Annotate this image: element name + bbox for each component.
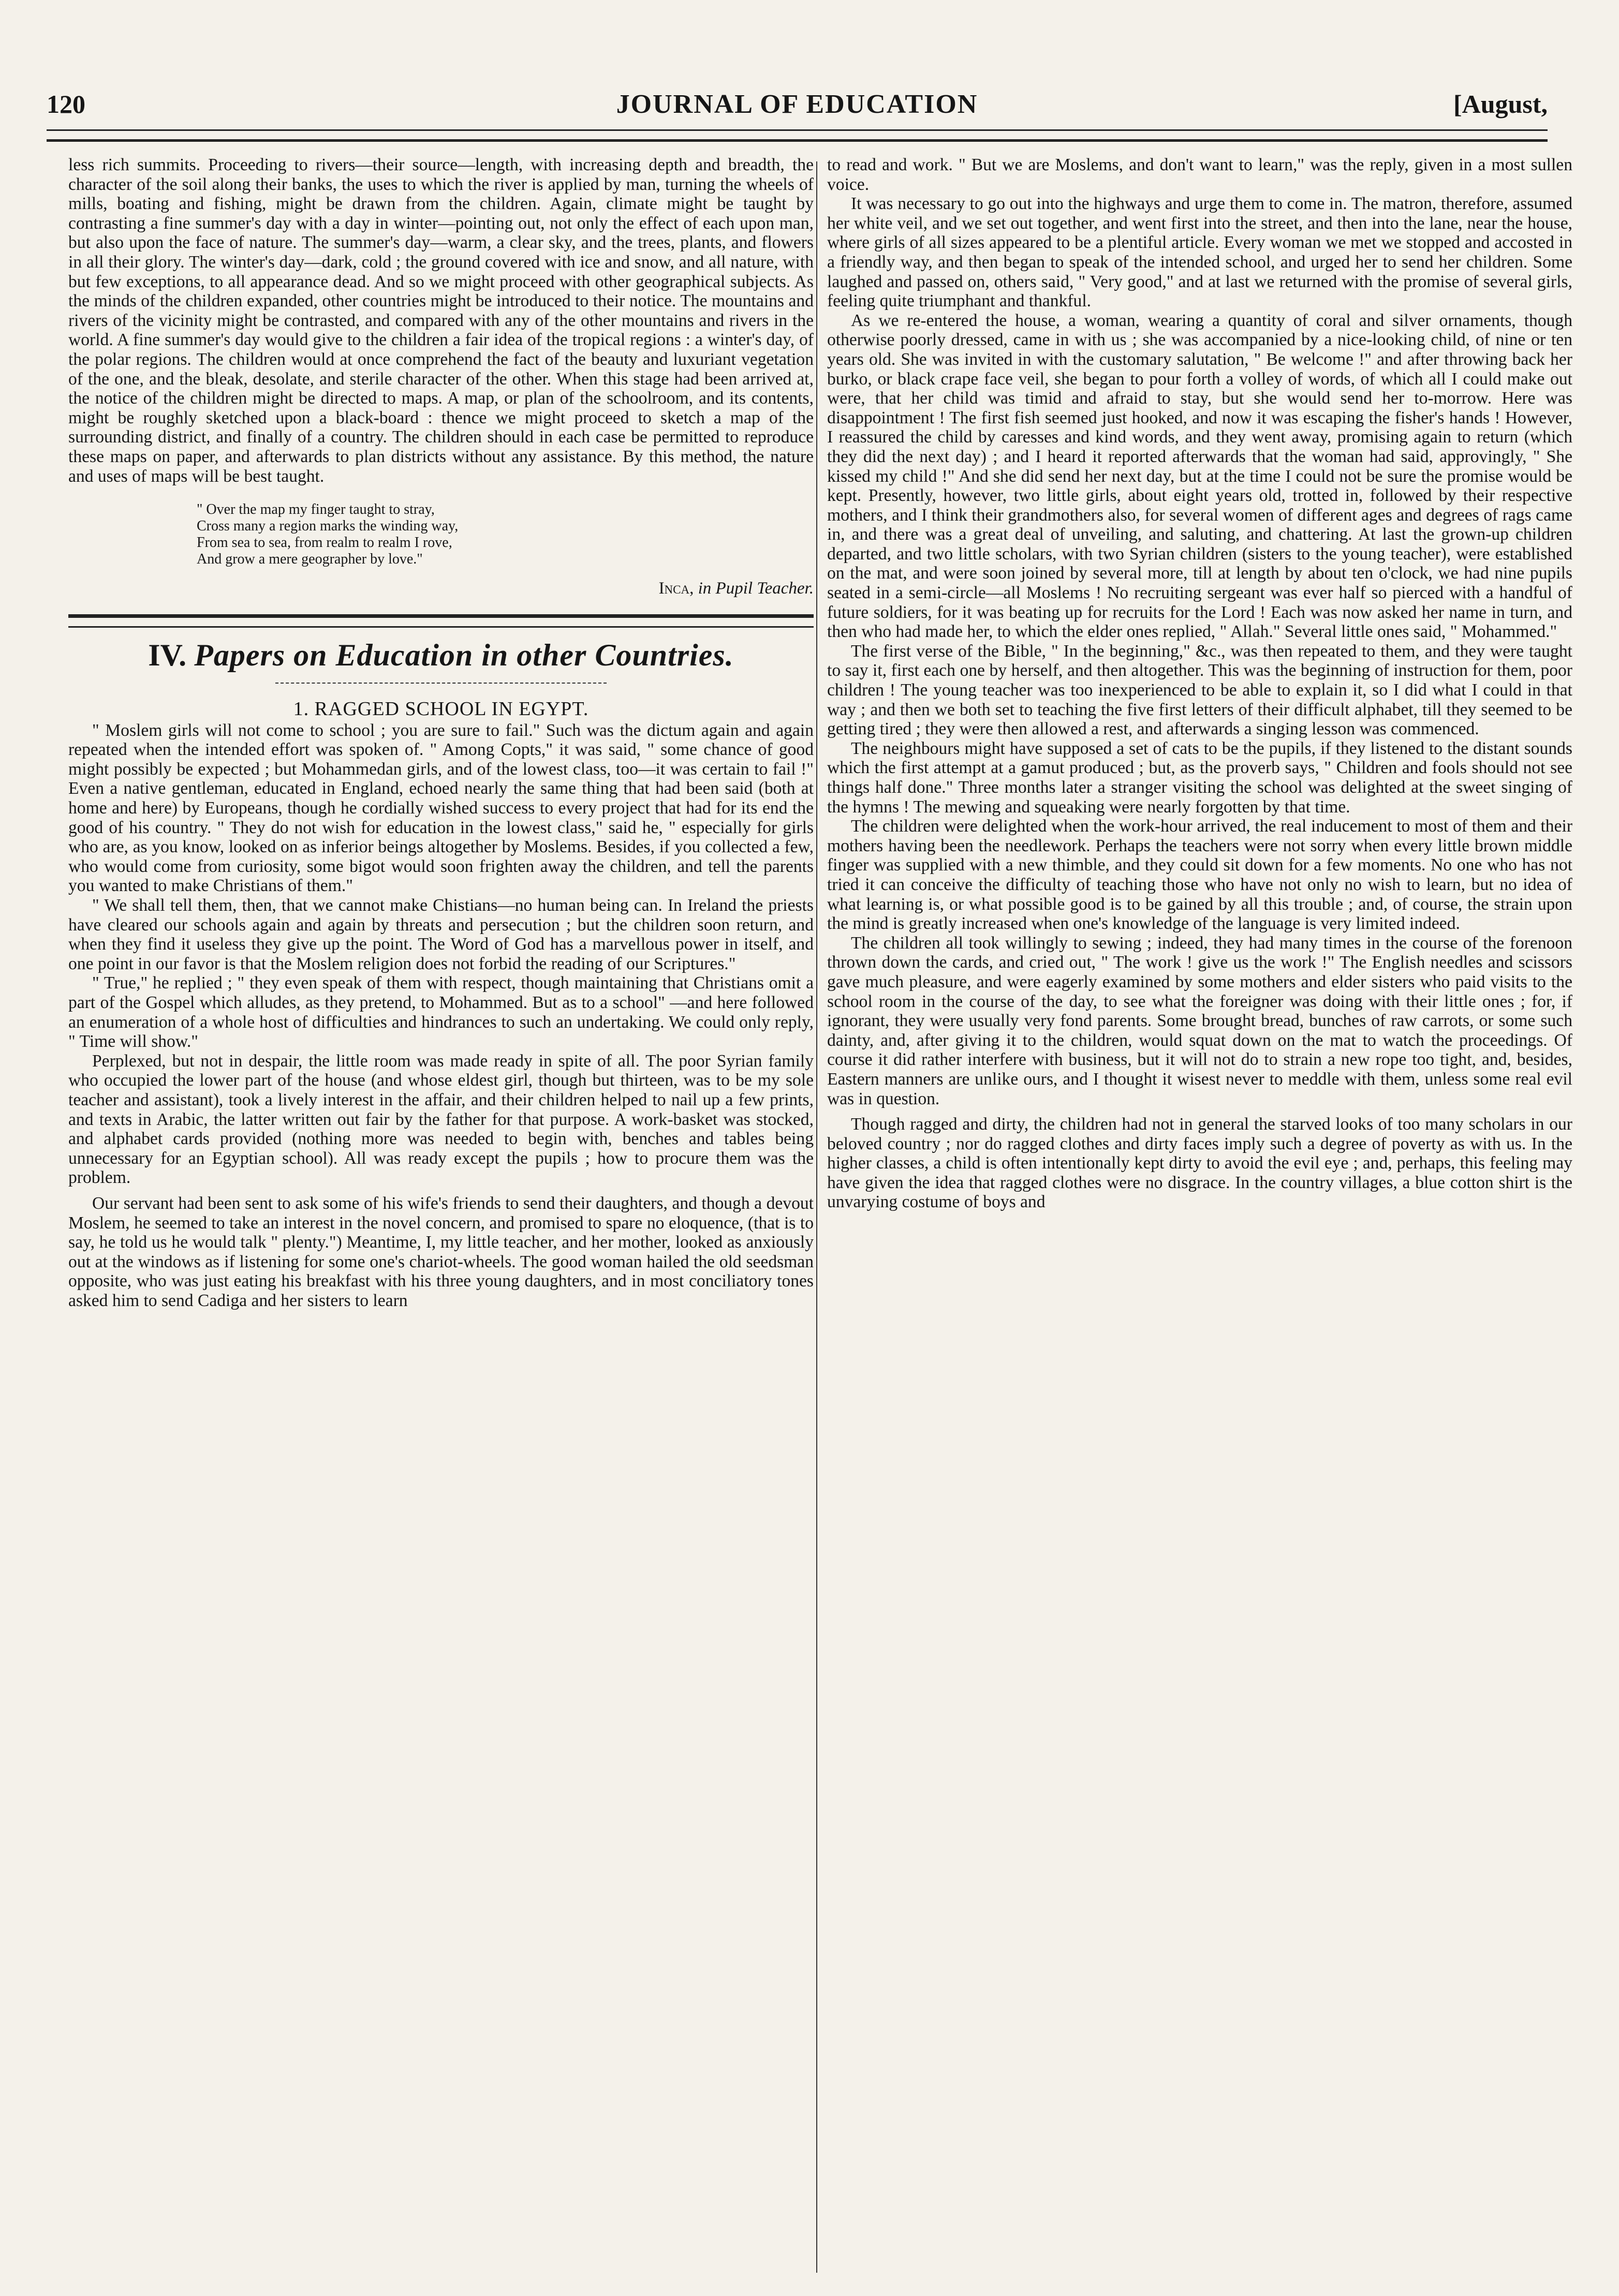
poem-quotation: [197, 501, 814, 568]
section-title: Papers on Education in other Countries.: [194, 638, 734, 672]
body-paragraph: Though ragged and dirty, the children had not in general the starved looks of too many scholars in our beloved country ; nor do ragged clothes and dirty faces imply such a degree of poverty as with us. In the higher classes, a child is often intentionally kept dirty to avoid the evil eye ; and, perhaps, this feeling may have given the idea that ragged clothes were no disgrace. In the country villages, a blue cotton shirt is the unvarying costume of boys and: [827, 1115, 1572, 1212]
issue-month: [August,: [1453, 90, 1548, 118]
body-paragraph: Perplexed, but not in despair, the little room was made ready in spite of all. The poor Syrian family who occupied the lower part of the house (and whose eldest girl, though but thirteen, was to be my sole teacher and assistant), took a lively interest in the affair, and their children helped to nail up a few prints, and texts in Arabic, the latter written out fair by the father for that purpose. A work-basket was stocked, and alphabet cards provided (nothing more was needed to begin with, benches and tables being unnecessary for an Egyptian school). All was ready except the pupils ; how to procure them was the problem.: [68, 1051, 814, 1188]
page-number: 120: [47, 90, 85, 118]
body-paragraph: As we re-entered the house, a woman, wearing a quantity of coral and silver ornaments, though otherwise poorly dressed, came in with us ; she was accompanied by a nice-looking child, of nine or ten years old. She was invited in with the customary salutation, " Be welcome !" and after throwing back her burko, or black crape face veil, she began to pour forth a volley of words, of which all I could make out were, that her child was timid and afraid to stay, but she would send her to-morrow. Here was disappointment ! The first fish seemed just hooked, and now it was escaping the fisher's hands ! However, I reassured the child by caresses and kind words, and they went away, promising again to return (which they did the next day) ; and I heard it reported afterwards that the woman had said, approvingly, " She kissed my child !" And she did send her next day, but at the time I could not be sure the promise would be kept. Presently, however, two little girls, about eight years old, trotted in, followed by their respective mothers, and I think their grandmothers also, for several women of different ages and degrees of rags came in, and there was a great deal of unveiling, and saluting, and chattering. At last the grown-up children departed, and two little scholars, with two Syrian children (sisters to the young teacher), were established on the mat, and were soon joined by several more, till at length by about ten o'clock, we had nine pupils seated in a semi-circle—all Moslems ! No recruiting sergeant was ever half so pierced with a handful of future soldiers, for it was beating up for recruits for the Lord ! Each was now asked her name in turn, and then who had made her, to which the elder ones replied, " Allah." Several little ones said, " Mohammed.": [827, 310, 1572, 642]
left-column: [68, 155, 814, 2277]
body-paragraph: The children were delighted when the work-hour arrived, the real inducement to most of them and their mothers having been the needlework. Perhaps the teachers were not sorry when every little brown middle finger was supplied with a new thimble, and they could sit down for a few moments. No one who has not tried it can conceive the difficulty of teaching those who have not only no wish to learn, but no idea of what learning is, or what possible good is to be gained by all this trouble ; and, of course, the strain upon the mind is greatly increased when one's knowledge of the language is very limited indeed.: [827, 817, 1572, 934]
body-paragraph: It was necessary to go out into the highways and urge them to come in. The matron, therefore, assumed her white veil, and we set out together, and went first into the street, and then into the lane, near the house, where girls of all sizes appeared to be a plentiful article. Every woman we met we stopped and accosted in a friendly way, and then began to speak of the intended school, and urged her to send her children. Some laughed and passed on, others said, " Very good," and at last we returned with the promise of several girls, feeling quite triumphant and thankful.: [827, 194, 1572, 311]
right-column: [827, 155, 1572, 2277]
body-paragraph: " Moslem girls will not come to school ; you are sure to fail." Such was the dictum again and again repeated when the intended effort was spoken of. " Among Copts," it was said, " some chance of good might possibly be expected ; but Mohammedan girls, and of the lowest class, too—it was certain to fail !" Even a native gentleman, educated in England, echoed nearly the same thing that had been said (both at home and here) by Europeans, though he cordially wished success to every project that had for its end the good of his country. " They do not wish for education in the lowest class," said he, " especially for girls who are, as you know, looked on as inferior beings altogether by Moslems. Besides, if you collected a few, who would come from curiosity, some bigot would soon frighten away the children, and tell the parents you wanted to make Christians of them.": [68, 720, 814, 896]
body-paragraph: Our servant had been sent to ask some of his wife's friends to send their daughters, and though a devout Moslem, he seemed to take an interest in the novel concern, and promised to spare no eloquence, (that is to say, he told us he would talk " plenty.") Meantime, I, my little teacher, and her mother, looked as anxiously out at the windows as if listening for some one's chariot-wheels. The good woman hailed the old seedsman opposite, who was just eating his breakfast with his three young daughters, and in most conciliatory tones asked him to send Cadiga and her sisters to learn: [68, 1193, 814, 1310]
article-title: 1. RAGGED SCHOOL IN EGYPT.: [293, 698, 589, 720]
body-paragraph: " True," he replied ; " they even speak of them with respect, though maintaining that Christians omit a part of the Gospel which alludes, as they pretend, to Mohammed. But as to a school" —and here followed an enumeration of a whole host of difficulties and hindrances to such an undertaking. We could only reply, " Time will show.": [68, 973, 814, 1051]
poem-line: " Over the map my finger taught to stray,: [197, 501, 435, 518]
body-paragraph: The neighbours might have supposed a set of cats to be the pupils, if they listened to the distant sounds which the first attempt at a gamut produced ; but, as the proverb says, " Children and fools should not see things half done." Three months later a stranger visiting the school was delighted at the sweet singing of the hymns ! The mewing and squeaking were nearly forgotten by that time.: [827, 738, 1572, 817]
body-paragraph: " We shall tell them, then, that we cannot make Chistians—no human being can. In Ireland the priests have cleared our schools again and again by threats and persecution ; but the children soon return, and when they find it useless they give up the point. The Word of God has a marvellous power in itself, and one point in our favor is that the Moslem religion does not forbid the reading of our Scriptures.": [68, 896, 814, 973]
poem-line: Cross many a region marks the winding way,: [197, 518, 459, 535]
poem-line: And grow a mere geographer by love.": [197, 551, 423, 568]
article-signature: [68, 579, 814, 599]
journal-title: JOURNAL OF EDUCATION: [616, 90, 978, 119]
author-source: in Pupil Teacher.: [698, 579, 814, 598]
section-divider-rule: [68, 614, 814, 628]
column-divider: [816, 161, 817, 2273]
header-double-rule: [47, 129, 1548, 142]
poem-line: From sea to sea, from realm to realm I rove,: [197, 535, 452, 551]
section-heading: [68, 637, 814, 673]
section-number: IV.: [148, 638, 187, 672]
intro-paragraph: less rich summits. Proceeding to rivers—their source—length, with increasing depth and breadth, the character of the soil along their banks, the uses to which the river is applied by man, turning the wheels of mills, boating and fishing, might be drawn from the children. Again, climate might be taught by contrasting a fine summer's day with a day in winter—pointing out, not only the effect of each upon man, but also upon the face of nature. The summer's day—warm, a clear sky, and the trees, plants, and flowers in all their glory. The winter's day—dark, cold ; the ground covered with ice and snow, and all nature, with but few exceptions, to all appearance dead. And so we might proceed with other geographical subjects. As the minds of the children expanded, other countries might be introduced to their notice. The mountains and rivers of the vicinity might be contrasted, and compared with any of the other mountains and rivers in the world. A fine summer's day would give to the children a fair idea of the tropical regions : a winter's day, of the polar regions. The children would at once comprehend the fact of the beauty and luxuriant vegetation of the one, and the bleak, desolate, and sterile character of the other. When this stage had been arrived at, the notice of the children might be directed to maps. A map, or plan of the schoolroom, and its contents, might be roughly sketched upon a black-board : thence we might proceed to sketch a map of the surrounding district, and finally of a country. The children should in each case be permitted to reproduce these maps on paper, and afterwards to plan districts without any assistance. By this method, the nature and uses of maps will be best taught.: [68, 155, 814, 486]
page-header: [47, 89, 1548, 130]
ornamental-rule: [275, 677, 607, 684]
body-paragraph: to read and work. " But we are Moslems, and don't want to learn," was the reply, given in a most sullen voice.: [827, 155, 1572, 194]
author-name: Inca,: [658, 579, 694, 598]
body-paragraph: The children all took willingly to sewing ; indeed, they had many times in the course of the forenoon thrown down the cards, and cried out, " The work ! give us the work !" The English needles and scissors gave much pleasure, and were eagerly examined by some mothers and elder sisters who paid visits to the school room in the course of the day, to see what the foreigner was doing with their little ones ; for, if ignorant, they were usually very fond parents. Some brought bread, bunches of raw carrots, or some such dainty, and, after giving it to the children, would squat down on the mat to watch the proceedings. Of course it did rather interfere with business, but it will not do to strain a new rope too tight, and, besides, Eastern manners are unlike ours, and I thought it wisest never to meddle with them, unless some real evil was in question.: [827, 933, 1572, 1108]
body-paragraph: The first verse of the Bible, " In the beginning," &c., was then repeated to them, and they were taught to say it, first each one by herself, and then altogether. This was the beginning of instruction for them, poor children ! The young teacher was too inexperienced to be able to explain it, so I did what I could in that way ; and then we both set to teaching the five first letters of their difficult alphabet, till they seemed to be getting tired ; they were then allowed a rest, and afterwards a singing lesson was commenced.: [827, 641, 1572, 739]
